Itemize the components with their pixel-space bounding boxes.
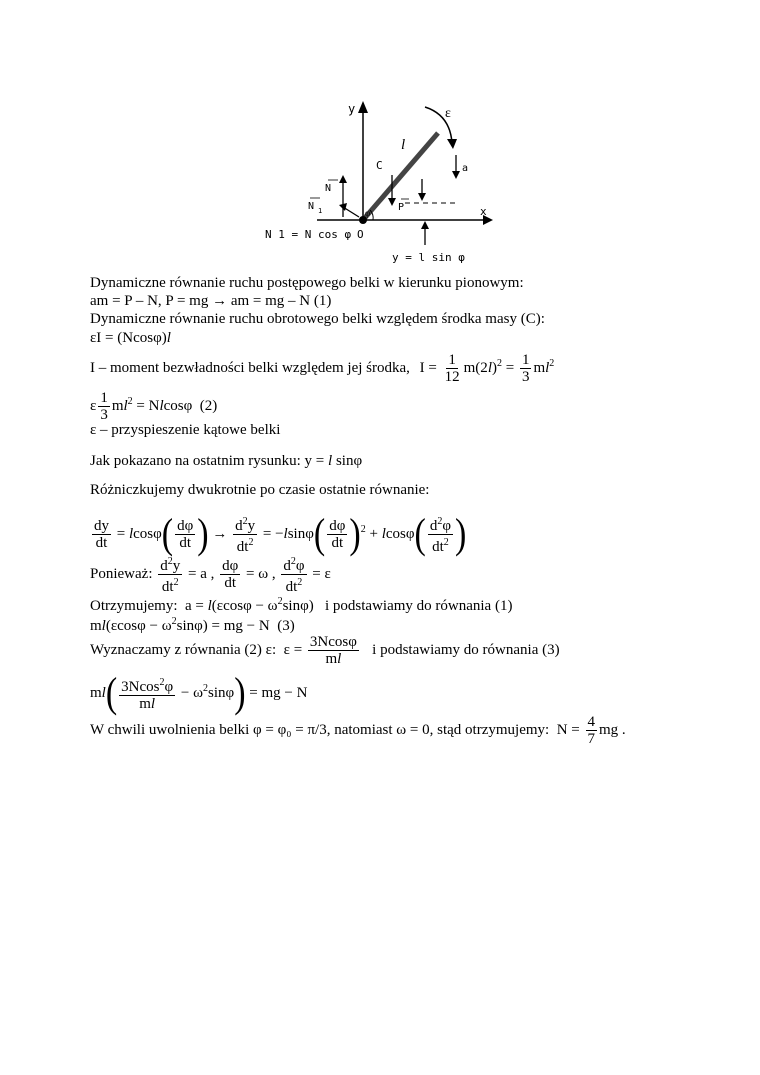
equation-3: $ml(\varepsilon\cos\varphi - \omega^2\sin\varphi)$ = mg − N (3) xyxy=(90,616,295,634)
beam-diagram xyxy=(255,95,505,265)
a-label: a xyxy=(462,163,469,174)
text-line-3: Dynamiczne równanie ruchu obrotowego belki względem środka masy (C): xyxy=(90,311,545,327)
epsilon-label: ε xyxy=(445,106,451,121)
N1-formula: N 1 = N cos φ xyxy=(265,228,352,241)
text-line-11: Ponieważ: $\frac{d^2y}{dt^2}$ = a , $\frac{d\varphi}{dt}$ = ω , $\frac{d^2\varphi}{dt^2}$ = ε xyxy=(90,556,331,595)
text-line-14: Wyznaczamy z równania (2) ε: ε = $\frac{3Ncos\varphi}{ml}$ i podstawiamy do równania (3) xyxy=(90,634,560,668)
derivative-equation: $\frac{dy}{dt}$ = lcosφ( $\frac{d\varphi}{dt}$ ) → $\frac{d^2y}{dt^2}$ = −lsinφ( $\frac{d\varphi}{dt}$ )$^2$ + lcosφ( $\frac{d^2\varphi}{dt^2}$ ) xyxy=(94,510,467,558)
equation-substituted: ml( $\frac{3Ncos^2\varphi}{ml}$ − $\omega^2\sin\varphi$) = mg − N xyxy=(90,669,308,717)
beam-length-label: l xyxy=(401,137,406,153)
text-line-9: Różniczkujemy dwukrotnie po czasie ostatnie równanie: xyxy=(90,482,430,498)
O-label: O xyxy=(357,228,364,241)
C-label: C xyxy=(376,159,383,172)
text-line-4: εI = (Ncosφ)l xyxy=(90,330,171,346)
N1-label: N xyxy=(308,201,315,212)
text-line-12: Otrzymujemy: $a = l(\varepsilon\cos\varphi - \omega^2\sin\varphi)$ i podstawiamy do równania (1) xyxy=(90,596,513,614)
y-axis-label: y xyxy=(348,102,356,116)
phi-angle-label: φ xyxy=(365,208,371,218)
text-line-1: Dynamiczne równanie ruchu postępowego belki w kierunku pionowym: xyxy=(90,275,524,291)
text-line-16: W chwili uwolnienia belki φ = φ₀ = π/3, natomiast ω = 0, stąd otrzymujemy: N = $\frac{4}{7}$ mg . xyxy=(90,714,626,748)
equation-2: ε $\frac{1}{3}$ $ml^2 = Nlcos\varphi$ (2) xyxy=(90,390,218,424)
text-line-8: Jak pokazano na ostatnim rysunku: y = l sinφ xyxy=(90,453,363,469)
N1-subscript: 1 xyxy=(318,207,323,215)
y-formula: y = l sin φ xyxy=(392,251,465,264)
N-label: N xyxy=(325,183,332,194)
text-line-7: ε – przyspieszenie kątowe belki xyxy=(90,422,281,438)
x-axis-label: x xyxy=(480,205,487,218)
P-label: P xyxy=(398,202,405,213)
text-line-2: am = P – N, P = mg → am = mg – N (1) xyxy=(90,293,332,309)
text-line-5: I – moment bezwładności belki względem jej środka, I = $\frac{1}{12}$ $m(2l)^2$ = $\frac{1}{3}$ $ml^2$ xyxy=(90,352,555,386)
